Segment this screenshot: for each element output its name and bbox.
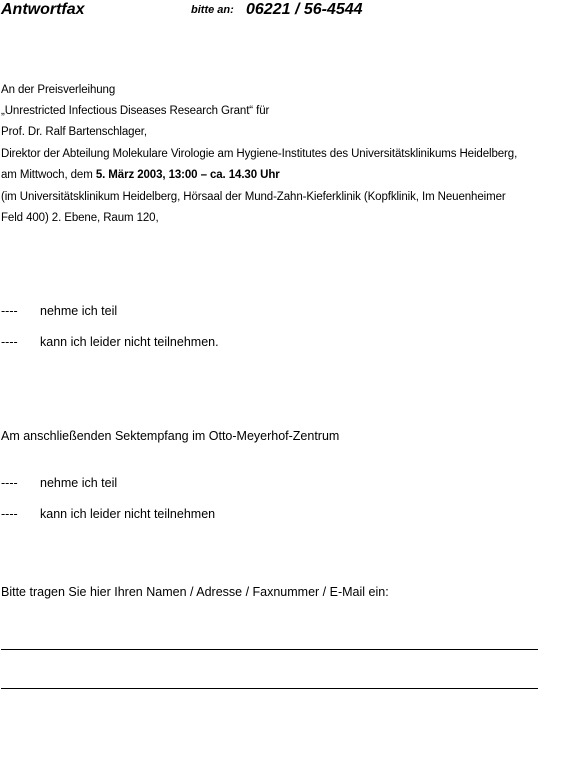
fax-number: 06221 / 56-4544 [246,1,363,18]
invitation-line: Feld 400) 2. Ebene, Raum 120, [1,212,159,224]
checkbox-mark[interactable]: ---- [1,304,18,318]
contact-prompt: Bitte tragen Sie hier Ihren Namen / Adresse / Faxnummer / E-Mail ein: [1,585,389,599]
option-label: kann ich leider nicht teilnehmen [40,507,216,521]
event-date-time: 5. März 2003, 13:00 – ca. 14.30 Uhr [95,169,280,181]
option-label: kann ich leider nicht teilnehmen. [40,335,219,349]
invitation-line: „Unrestricted Infectious Diseases Research Grant“ für [1,105,270,117]
option-label: nehme ich teil [40,304,118,318]
checkbox-mark[interactable]: ---- [1,507,18,521]
reception-heading: Am anschließenden Sektempfang im Otto-Meyerhof-Zentrum [1,429,340,443]
fill-in-line[interactable] [1,688,538,689]
invitation-line: An der Preisverleihung [1,84,116,96]
invitation-line: Prof. Dr. Ralf Bartenschlager, [1,126,147,138]
option-label: nehme ich teil [40,476,118,490]
checkbox-mark[interactable]: ---- [1,335,18,349]
date-prefix: am Mittwoch, dem [1,169,96,181]
option-attend[interactable] [1,476,117,490]
option-attend[interactable] [1,304,117,318]
option-decline[interactable] [1,335,219,349]
invitation-line: (im Universitätsklinikum Heidelberg, Hörsaal der Mund-Zahn-Kieferklinik (Kopfklinik, Im Neuenheimer [1,191,506,203]
option-decline[interactable] [1,507,215,521]
invitation-line: Direktor der Abteilung Molekulare Virologie am Hygiene-Institutes des Universitätsklinikums Heidelberg, [1,148,518,160]
fill-in-line[interactable] [1,649,538,650]
invitation-date-line [1,169,280,181]
document-title: Antwortfax [1,1,85,18]
fax-label: bitte an: [191,4,234,16]
checkbox-mark[interactable]: ---- [1,476,18,490]
